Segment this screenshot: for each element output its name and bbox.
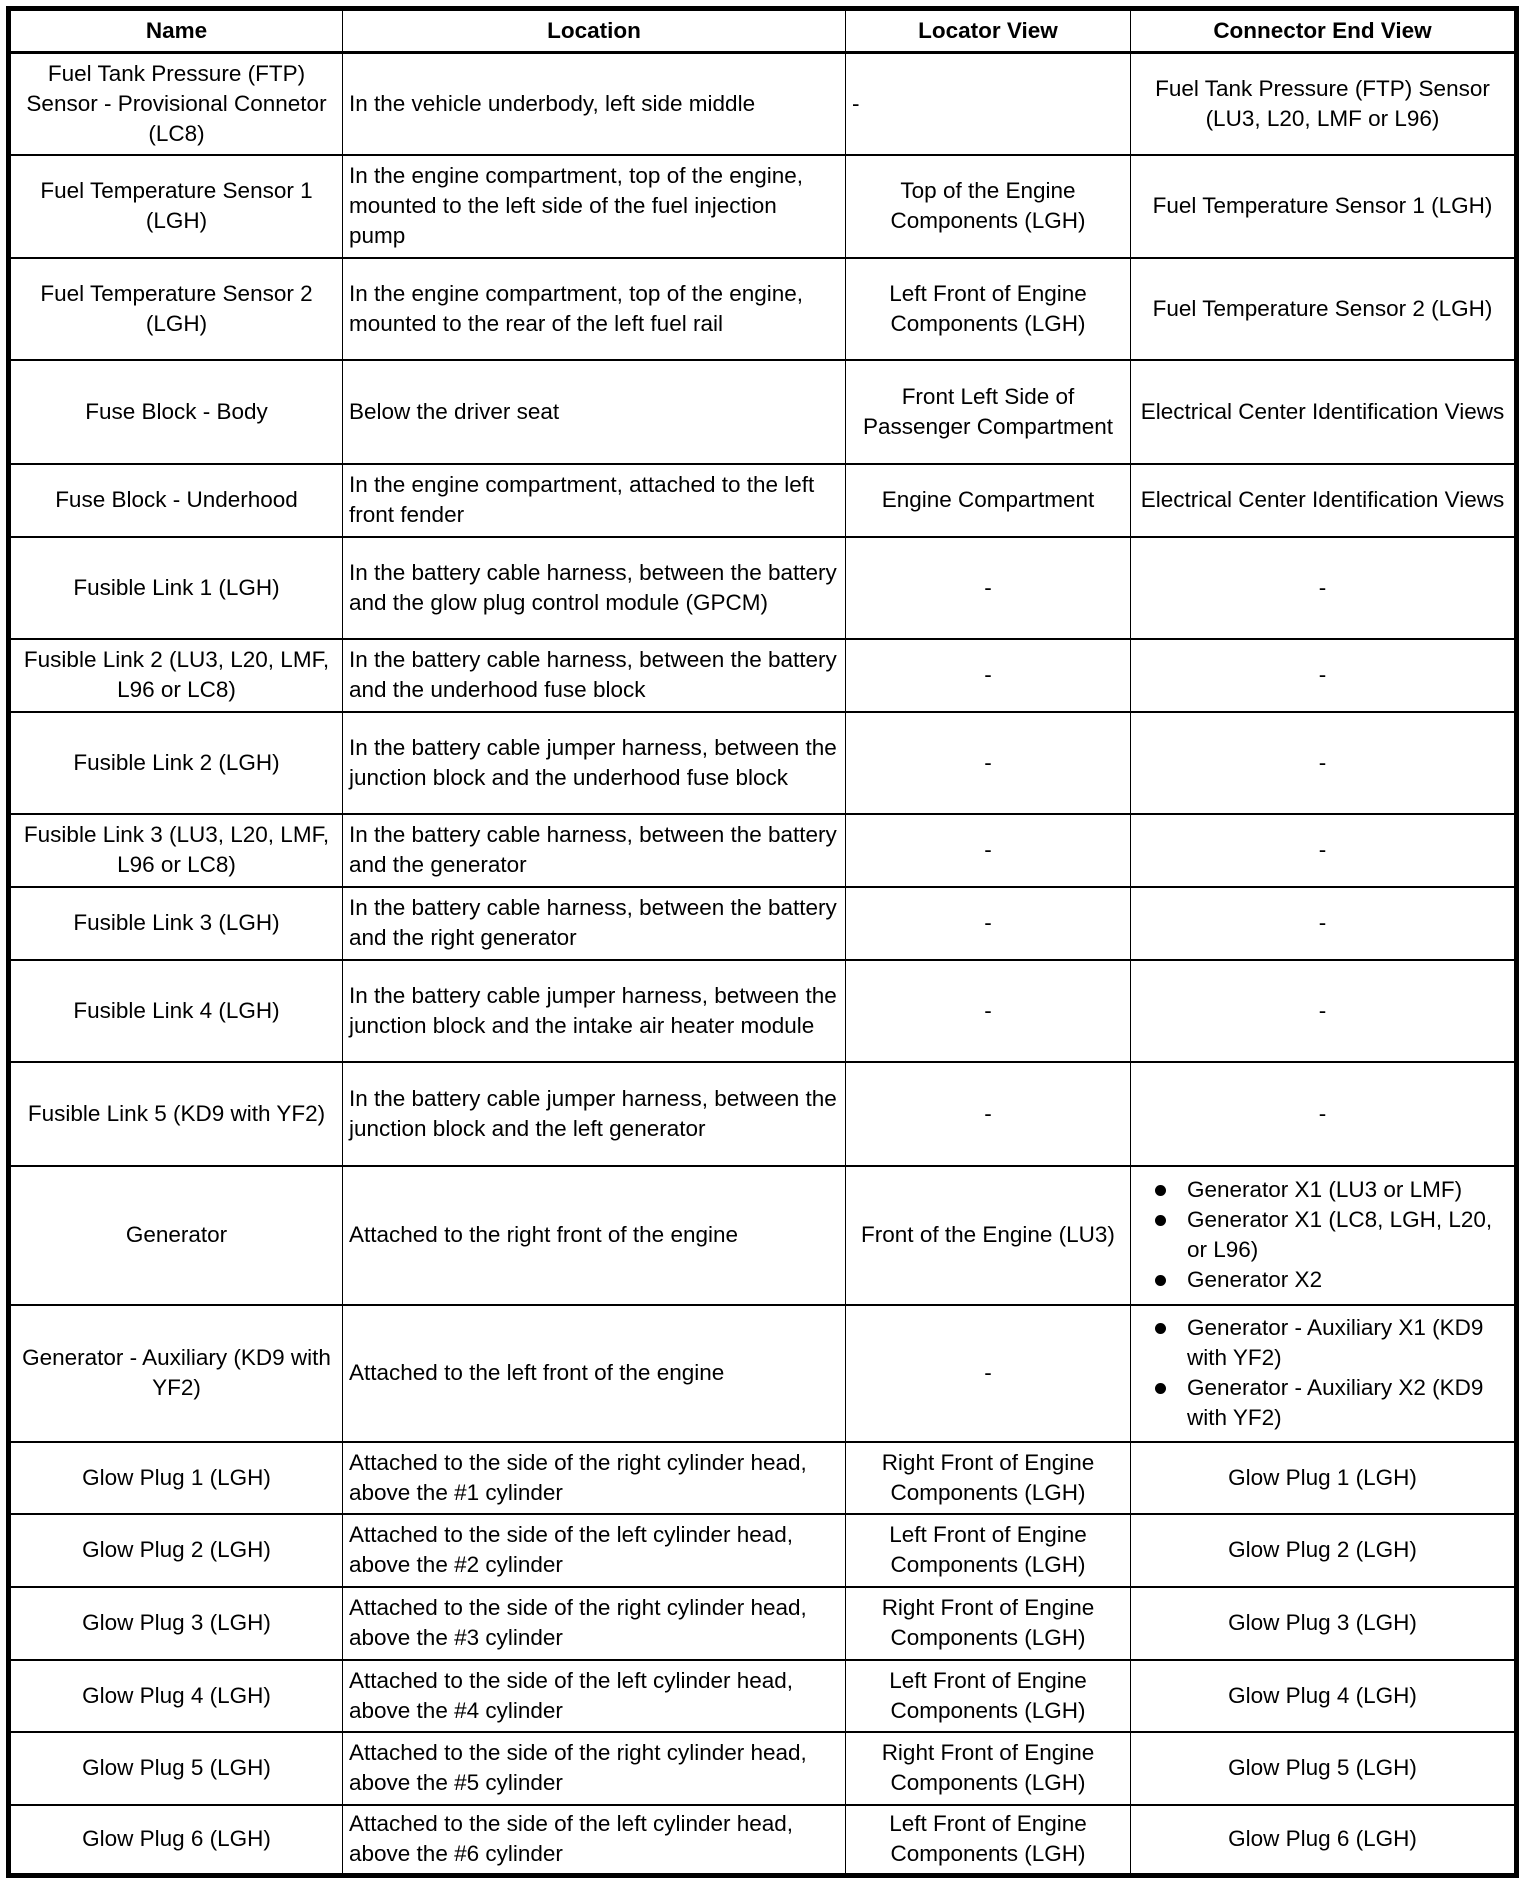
table-row bbox=[9, 155, 1517, 258]
location-cell: In the engine compartment, top of the engine, mounted to the left side of the fuel injection pump bbox=[343, 155, 846, 258]
table-row bbox=[9, 360, 1517, 464]
locator-view-cell: Front of the Engine (LU3) bbox=[846, 1166, 1131, 1305]
connector-end-view-cell: Glow Plug 2 (LGH) bbox=[1131, 1514, 1517, 1587]
name-cell: Fusible Link 1 (LGH) bbox=[9, 537, 343, 639]
header-locator-view: Locator View bbox=[846, 9, 1131, 53]
table-row bbox=[9, 712, 1517, 814]
locator-view-cell: Left Front of Engine Components (LGH) bbox=[846, 1805, 1131, 1876]
name-cell: Fusible Link 2 (LU3, L20, LMF, L96 or LC8) bbox=[9, 639, 343, 712]
name-cell: Glow Plug 3 (LGH) bbox=[9, 1587, 343, 1660]
table-row bbox=[9, 53, 1517, 155]
name-cell: Glow Plug 2 (LGH) bbox=[9, 1514, 343, 1587]
location-cell: In the vehicle underbody, left side middle bbox=[343, 53, 846, 155]
name-cell: Generator bbox=[9, 1166, 343, 1305]
connector-list-item: Generator - Auxiliary X2 (KD9 with YF2) bbox=[1187, 1373, 1508, 1433]
locator-view-cell: Engine Compartment bbox=[846, 464, 1131, 537]
connector-end-view-cell: Glow Plug 4 (LGH) bbox=[1131, 1660, 1517, 1732]
location-cell: In the engine compartment, top of the engine, mounted to the rear of the left fuel rail bbox=[343, 258, 846, 360]
table-row bbox=[9, 537, 1517, 639]
header-name: Name bbox=[9, 9, 343, 53]
location-cell: In the battery cable jumper harness, between the junction block and the underhood fuse block bbox=[343, 712, 846, 814]
table-row bbox=[9, 1587, 1517, 1660]
connector-list-item: Generator X1 (LC8, LGH, L20, or L96) bbox=[1187, 1205, 1508, 1265]
locator-view-cell: Left Front of Engine Components (LGH) bbox=[846, 258, 1131, 360]
connector-end-view-cell bbox=[1131, 1166, 1517, 1305]
name-cell: Fusible Link 4 (LGH) bbox=[9, 960, 343, 1062]
location-cell: Below the driver seat bbox=[343, 360, 846, 464]
locator-view-cell: Left Front of Engine Components (LGH) bbox=[846, 1514, 1131, 1587]
connector-end-view-cell: - bbox=[1131, 639, 1517, 712]
table-row bbox=[9, 1442, 1517, 1514]
location-cell: In the battery cable jumper harness, between the junction block and the intake air heater module bbox=[343, 960, 846, 1062]
locator-view-cell: - bbox=[846, 712, 1131, 814]
name-cell: Fuel Temperature Sensor 2 (LGH) bbox=[9, 258, 343, 360]
name-cell: Fuse Block - Underhood bbox=[9, 464, 343, 537]
locator-view-cell: - bbox=[846, 814, 1131, 887]
locator-view-cell: Top of the Engine Components (LGH) bbox=[846, 155, 1131, 258]
connector-list-item: Generator - Auxiliary X1 (KD9 with YF2) bbox=[1187, 1313, 1508, 1373]
header-connector-end-view: Connector End View bbox=[1131, 9, 1517, 53]
connector-end-view-cell: - bbox=[1131, 887, 1517, 960]
connector-end-view-cell: Glow Plug 3 (LGH) bbox=[1131, 1587, 1517, 1660]
name-cell: Fusible Link 3 (LU3, L20, LMF, L96 or LC8) bbox=[9, 814, 343, 887]
name-cell: Fuse Block - Body bbox=[9, 360, 343, 464]
location-cell: Attached to the left front of the engine bbox=[343, 1305, 846, 1442]
locator-view-cell: Left Front of Engine Components (LGH) bbox=[846, 1660, 1131, 1732]
location-cell: In the battery cable harness, between the battery and the right generator bbox=[343, 887, 846, 960]
connector-end-view-cell: - bbox=[1131, 960, 1517, 1062]
location-cell: In the battery cable jumper harness, between the junction block and the left generator bbox=[343, 1062, 846, 1166]
connector-end-view-cell: Electrical Center Identification Views bbox=[1131, 464, 1517, 537]
name-cell: Fusible Link 2 (LGH) bbox=[9, 712, 343, 814]
connector-end-view-cell bbox=[1131, 1305, 1517, 1442]
location-cell: Attached to the side of the right cylinder head, above the #3 cylinder bbox=[343, 1587, 846, 1660]
connector-end-view-cell: Fuel Temperature Sensor 1 (LGH) bbox=[1131, 155, 1517, 258]
table-row bbox=[9, 1514, 1517, 1587]
name-cell: Glow Plug 6 (LGH) bbox=[9, 1805, 343, 1876]
connector-list bbox=[1137, 1175, 1508, 1295]
location-cell: Attached to the side of the left cylinder head, above the #4 cylinder bbox=[343, 1660, 846, 1732]
connector-end-view-cell: - bbox=[1131, 712, 1517, 814]
connector-list-item: Generator X2 bbox=[1187, 1265, 1508, 1295]
locator-view-cell: - bbox=[846, 1062, 1131, 1166]
locator-view-cell: - bbox=[846, 53, 1131, 155]
location-cell: In the battery cable harness, between the battery and the glow plug control module (GPCM) bbox=[343, 537, 846, 639]
table-row bbox=[9, 1166, 1517, 1305]
location-cell: Attached to the side of the right cylinder head, above the #5 cylinder bbox=[343, 1732, 846, 1805]
locator-view-cell: - bbox=[846, 1305, 1131, 1442]
connector-list bbox=[1137, 1313, 1508, 1433]
connector-end-view-cell: Glow Plug 1 (LGH) bbox=[1131, 1442, 1517, 1514]
name-cell: Fusible Link 3 (LGH) bbox=[9, 887, 343, 960]
connector-end-view-cell: Electrical Center Identification Views bbox=[1131, 360, 1517, 464]
location-cell: Attached to the right front of the engine bbox=[343, 1166, 846, 1305]
locator-view-cell: Right Front of Engine Components (LGH) bbox=[846, 1442, 1131, 1514]
locator-view-cell: Right Front of Engine Components (LGH) bbox=[846, 1732, 1131, 1805]
connector-end-view-cell: Glow Plug 6 (LGH) bbox=[1131, 1805, 1517, 1876]
locator-view-cell: - bbox=[846, 960, 1131, 1062]
table-row bbox=[9, 1305, 1517, 1442]
name-cell: Fusible Link 5 (KD9 with YF2) bbox=[9, 1062, 343, 1166]
name-cell: Glow Plug 4 (LGH) bbox=[9, 1660, 343, 1732]
name-cell: Glow Plug 1 (LGH) bbox=[9, 1442, 343, 1514]
locator-view-cell: Front Left Side of Passenger Compartment bbox=[846, 360, 1131, 464]
locator-view-cell: - bbox=[846, 887, 1131, 960]
table-row bbox=[9, 464, 1517, 537]
name-cell: Fuel Temperature Sensor 1 (LGH) bbox=[9, 155, 343, 258]
header-location: Location bbox=[343, 9, 846, 53]
name-cell: Generator - Auxiliary (KD9 with YF2) bbox=[9, 1305, 343, 1442]
locator-view-cell: - bbox=[846, 639, 1131, 712]
component-locator-table bbox=[6, 6, 1519, 1878]
header-row bbox=[9, 9, 1517, 53]
name-cell: Glow Plug 5 (LGH) bbox=[9, 1732, 343, 1805]
connector-end-view-cell: - bbox=[1131, 814, 1517, 887]
name-cell: Fuel Tank Pressure (FTP) Sensor - Provisional Connetor (LC8) bbox=[9, 53, 343, 155]
table-row bbox=[9, 814, 1517, 887]
location-cell: Attached to the side of the left cylinder head, above the #2 cylinder bbox=[343, 1514, 846, 1587]
connector-end-view-cell: Glow Plug 5 (LGH) bbox=[1131, 1732, 1517, 1805]
location-cell: In the battery cable harness, between the battery and the underhood fuse block bbox=[343, 639, 846, 712]
connector-end-view-cell: Fuel Temperature Sensor 2 (LGH) bbox=[1131, 258, 1517, 360]
connector-end-view-cell: Fuel Tank Pressure (FTP) Sensor (LU3, L20, LMF or L96) bbox=[1131, 53, 1517, 155]
location-cell: Attached to the side of the right cylinder head, above the #1 cylinder bbox=[343, 1442, 846, 1514]
locator-view-cell: Right Front of Engine Components (LGH) bbox=[846, 1587, 1131, 1660]
table-row bbox=[9, 258, 1517, 360]
connector-end-view-cell: - bbox=[1131, 1062, 1517, 1166]
table-row bbox=[9, 887, 1517, 960]
locator-view-cell: - bbox=[846, 537, 1131, 639]
table-row bbox=[9, 1062, 1517, 1166]
connector-end-view-cell: - bbox=[1131, 537, 1517, 639]
connector-list-item: Generator X1 (LU3 or LMF) bbox=[1187, 1175, 1508, 1205]
location-cell: In the engine compartment, attached to the left front fender bbox=[343, 464, 846, 537]
table-row bbox=[9, 1660, 1517, 1732]
table-row bbox=[9, 639, 1517, 712]
location-cell: Attached to the side of the left cylinder head, above the #6 cylinder bbox=[343, 1805, 846, 1876]
table-row bbox=[9, 1732, 1517, 1805]
location-cell: In the battery cable harness, between the battery and the generator bbox=[343, 814, 846, 887]
table-row bbox=[9, 960, 1517, 1062]
table-row bbox=[9, 1805, 1517, 1876]
